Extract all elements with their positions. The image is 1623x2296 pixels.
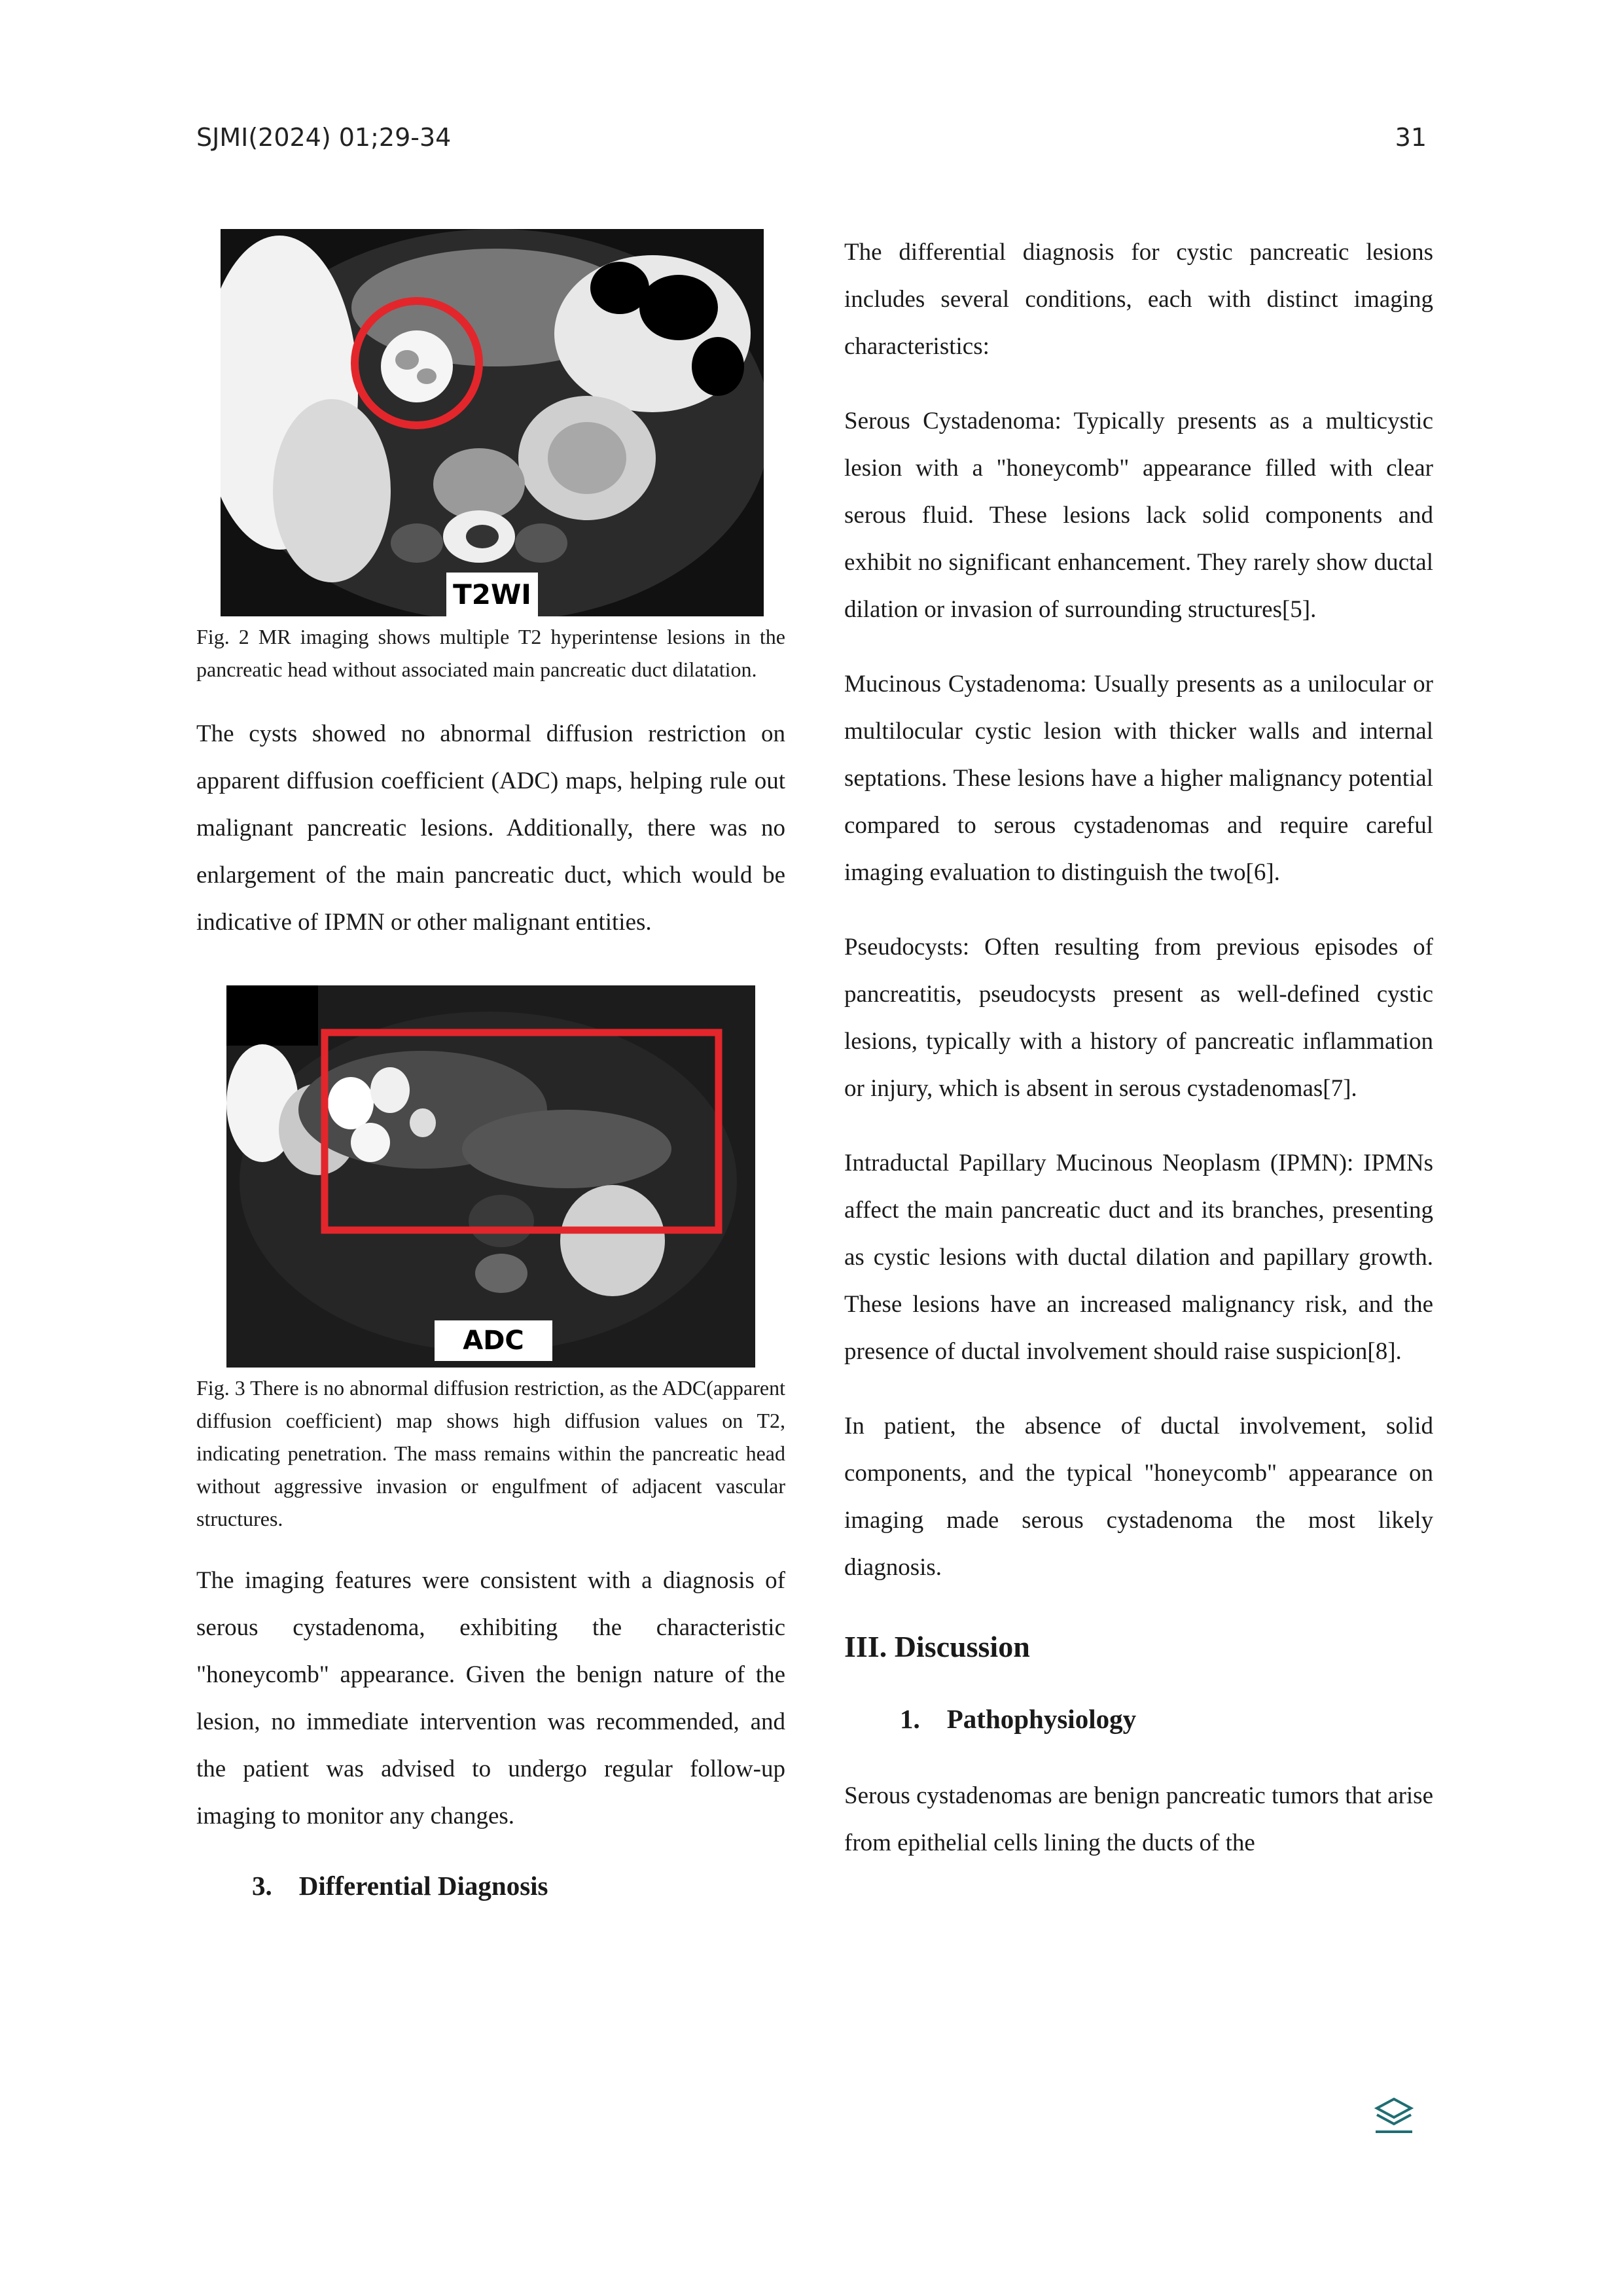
figure-2-caption: Fig. 2 MR imaging shows multiple T2 hyperintense lesions in the pancreatic head without associated main pancreatic duct dilatation. xyxy=(196,625,785,681)
adc-label: ADC xyxy=(463,1326,524,1356)
page-number: 31 xyxy=(1395,123,1427,152)
heading-discussion: III. Discussion xyxy=(844,1630,1030,1663)
right-column xyxy=(844,229,1433,1867)
paragraph-imaging-features: The imaging features were consistent with a diagnosis of serous cystadenoma, exhibiting the characteristic "honeycomb" appearance. Given the benign nature of the lesion, no immediate intervention was recommended, and the patient was advised to undergo regular follow-up imaging to monitor any changes. xyxy=(196,1567,785,1829)
paragraph-pathophysiology: Serous cystadenomas are benign pancreatic tumors that arise from epithelial cells lining the ducts of the xyxy=(844,1782,1433,1856)
publisher-logo-icon xyxy=(1372,2094,1416,2138)
t2wi-scan-image xyxy=(221,229,764,616)
figure-3-adc-map xyxy=(226,985,755,1368)
paragraph-diffusion: The cysts showed no abnormal diffusion restriction on apparent diffusion coefficient (ADC) maps, helping rule out malignant pancreatic lesions. Additionally, there was no enlargement of the main pancreatic duct, which would be indicative of IPMN or other malignant entities. xyxy=(196,720,785,936)
paragraph-intro: The differential diagnosis for cystic pancreatic lesions includes several conditions, each with distinct imaging characteristics: xyxy=(844,239,1433,360)
running-header-journal: SJMI(2024) 01;29-34 xyxy=(196,123,452,152)
heading-pathophysiology: 1. Pathophysiology xyxy=(900,1704,1137,1734)
adc-scan-image xyxy=(226,985,755,1368)
paragraph-ipmn: Intraductal Papillary Mucinous Neoplasm (IPMN): IPMNs affect the main pancreatic duct and its branches, presenting as cystic lesions with ductal dilation and papillary growth. These lesions have an increased malignancy risk, and the presence of ductal involvement should raise suspicion[8]. xyxy=(844,1150,1433,1365)
figure-2-mri-t2 xyxy=(221,229,764,616)
paragraph-patient-conclusion: In patient, the absence of ductal involvement, solid components, and the typical "honeycomb" appearance on imaging made serous cystadenoma the most likely diagnosis. xyxy=(844,1413,1433,1581)
paragraph-mucinous-cystadenoma: Mucinous Cystadenoma: Usually presents as a unilocular or multilocular cystic lesion with thicker walls and internal septations. These lesions have a higher malignancy potential compared to serous cystadenomas and require careful imaging evaluation to distinguish the two[6]. xyxy=(844,671,1433,886)
heading-differential-diagnosis: 3. Differential Diagnosis xyxy=(252,1871,548,1901)
paragraph-pseudocysts: Pseudocysts: Often resulting from previous episodes of pancreatitis, pseudocysts present as well-defined cystic lesions, typically with a history of pancreatic inflammation or injury, which is absent in serous cystadenomas[7]. xyxy=(844,934,1433,1102)
left-column xyxy=(196,229,785,1901)
paragraph-serous-cystadenoma: Serous Cystadenoma: Typically presents as a multicystic lesion with a "honeycomb" appearance filled with clear serous fluid. These lesions lack solid components and exhibit no significant enhancement. They rarely show ductal dilation or invasion of surrounding structures[5]. xyxy=(844,408,1433,623)
t2wi-label: T2WI xyxy=(453,578,531,610)
figure-3-caption: Fig. 3 There is no abnormal diffusion restriction, as the ADC(apparent diffusion coefficient) map shows high diffusion values on T2, indicating penetration. The mass remains within the pancreatic head without aggressive invasion or engulfment of adjacent vascular structures. xyxy=(196,1376,785,1530)
